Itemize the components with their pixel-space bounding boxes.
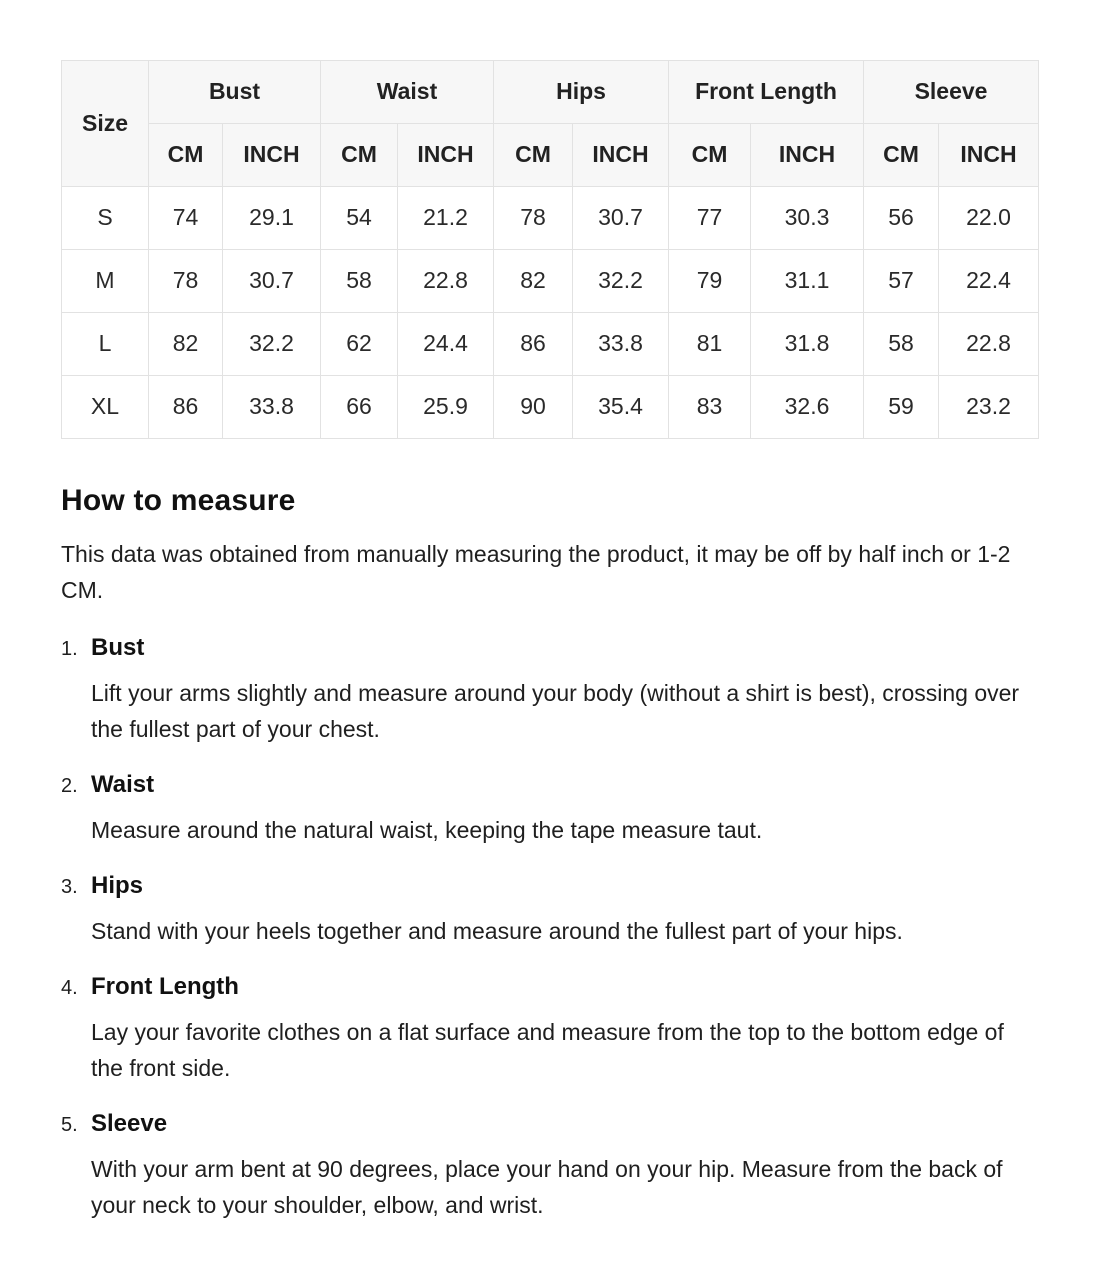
step-description: With your arm bent at 90 degrees, place your hand on your hip. Measure from the back of your neck to your shoulder, elbow, and wrist.: [91, 1156, 1003, 1218]
unit-header-waist-cm: CM: [321, 124, 398, 187]
unit-header-front-length-inch: INCH: [751, 124, 864, 187]
measurement-value: 58: [321, 250, 398, 313]
step-heading: [61, 634, 1042, 662]
step-description: Lay your favorite clothes on a flat surface and measure from the top to the bottom edge of the front side.: [91, 1019, 1004, 1081]
step-term: Waist: [91, 771, 155, 798]
measure-step-bust: [61, 634, 1042, 747]
group-header-waist: Waist: [321, 61, 494, 124]
measurement-value: 32.2: [223, 313, 321, 376]
measurement-value: 33.8: [223, 376, 321, 439]
how-to-measure-title: How to measure: [61, 484, 296, 517]
step-heading: [61, 973, 1042, 1001]
size-value: XL: [62, 376, 149, 439]
step-number: 3.: [61, 876, 78, 898]
measurement-value: 33.8: [573, 313, 669, 376]
measurement-value: 62: [321, 313, 398, 376]
size-chart-body: [62, 187, 1039, 439]
step-number: 2.: [61, 775, 78, 797]
measurement-value: 31.8: [751, 313, 864, 376]
measurement-value: 22.4: [939, 250, 1039, 313]
measurement-value: 29.1: [223, 187, 321, 250]
measurement-value: 35.4: [573, 376, 669, 439]
measurement-value: 32.6: [751, 376, 864, 439]
step-term: Hips: [91, 872, 144, 899]
measurement-value: 78: [149, 250, 223, 313]
measurement-value: 57: [864, 250, 939, 313]
measurement-value: 22.8: [939, 313, 1039, 376]
step-description: Lift your arms slightly and measure around your body (without a shirt is best), crossing over the fullest part of your chest.: [91, 680, 1020, 742]
measurement-value: 83: [669, 376, 751, 439]
measurement-value: 24.4: [398, 313, 494, 376]
measurement-value: 54: [321, 187, 398, 250]
step-heading: [61, 771, 1042, 799]
unit-header-sleeve-cm: CM: [864, 124, 939, 187]
group-header-sleeve: Sleeve: [864, 61, 1039, 124]
measurement-value: 81: [669, 313, 751, 376]
unit-header-hips-cm: CM: [494, 124, 573, 187]
unit-header-front-length-cm: CM: [669, 124, 751, 187]
measurement-value: 32.2: [573, 250, 669, 313]
measurement-value: 23.2: [939, 376, 1039, 439]
unit-header-sleeve-inch: INCH: [939, 124, 1039, 187]
size-value: S: [62, 187, 149, 250]
step-term: Sleeve: [91, 1110, 168, 1137]
step-description: Measure around the natural waist, keeping the tape measure taut.: [91, 817, 763, 843]
measurement-value: 30.7: [223, 250, 321, 313]
step-number: 4.: [61, 977, 78, 999]
measure-step-front-length: [61, 973, 1042, 1086]
size-chart-header: [62, 61, 1039, 187]
group-header-bust: Bust: [149, 61, 321, 124]
unit-header-bust-cm: CM: [149, 124, 223, 187]
size-row-l: [62, 313, 1039, 376]
measurement-value: 30.7: [573, 187, 669, 250]
measurement-value: 59: [864, 376, 939, 439]
measurement-value: 56: [864, 187, 939, 250]
group-header-row: [62, 61, 1039, 124]
measure-step-waist: [61, 771, 1042, 848]
group-header-front-length: Front Length: [669, 61, 864, 124]
step-heading: [61, 1110, 1042, 1138]
measurement-value: 22.0: [939, 187, 1039, 250]
measure-step-sleeve: [61, 1110, 1042, 1223]
measurement-value: 21.2: [398, 187, 494, 250]
unit-header-bust-inch: INCH: [223, 124, 321, 187]
size-row-s: [62, 187, 1039, 250]
measurement-value: 30.3: [751, 187, 864, 250]
measurement-value: 58: [864, 313, 939, 376]
measurement-value: 22.8: [398, 250, 494, 313]
size-column-header: Size: [62, 61, 149, 187]
size-value: L: [62, 313, 149, 376]
group-header-hips: Hips: [494, 61, 669, 124]
measure-steps-list: [61, 634, 1042, 1223]
measurement-value: 74: [149, 187, 223, 250]
measurement-value: 82: [494, 250, 573, 313]
measurement-value: 25.9: [398, 376, 494, 439]
unit-header-row: [62, 124, 1039, 187]
measure-step-hips: [61, 872, 1042, 949]
unit-header-hips-inch: INCH: [573, 124, 669, 187]
measurement-value: 86: [494, 313, 573, 376]
size-value: M: [62, 250, 149, 313]
step-number: 1.: [61, 638, 78, 660]
measurement-value: 66: [321, 376, 398, 439]
measurement-value: 79: [669, 250, 751, 313]
step-description: Stand with your heels together and measure around the fullest part of your hips.: [91, 918, 903, 944]
step-term: Front Length: [91, 973, 239, 1000]
size-row-m: [62, 250, 1039, 313]
how-to-measure-intro: This data was obtained from manually measuring the product, it may be off by half inch or 1-2 CM.: [61, 541, 1011, 603]
measurement-value: 31.1: [751, 250, 864, 313]
unit-header-waist-inch: INCH: [398, 124, 494, 187]
measurement-value: 90: [494, 376, 573, 439]
step-number: 5.: [61, 1114, 78, 1136]
measurement-value: 78: [494, 187, 573, 250]
size-chart-table: [61, 60, 1039, 439]
size-row-xl: [62, 376, 1039, 439]
step-heading: [61, 872, 1042, 900]
measurement-value: 86: [149, 376, 223, 439]
measurement-value: 77: [669, 187, 751, 250]
step-term: Bust: [91, 634, 145, 661]
measurement-value: 82: [149, 313, 223, 376]
